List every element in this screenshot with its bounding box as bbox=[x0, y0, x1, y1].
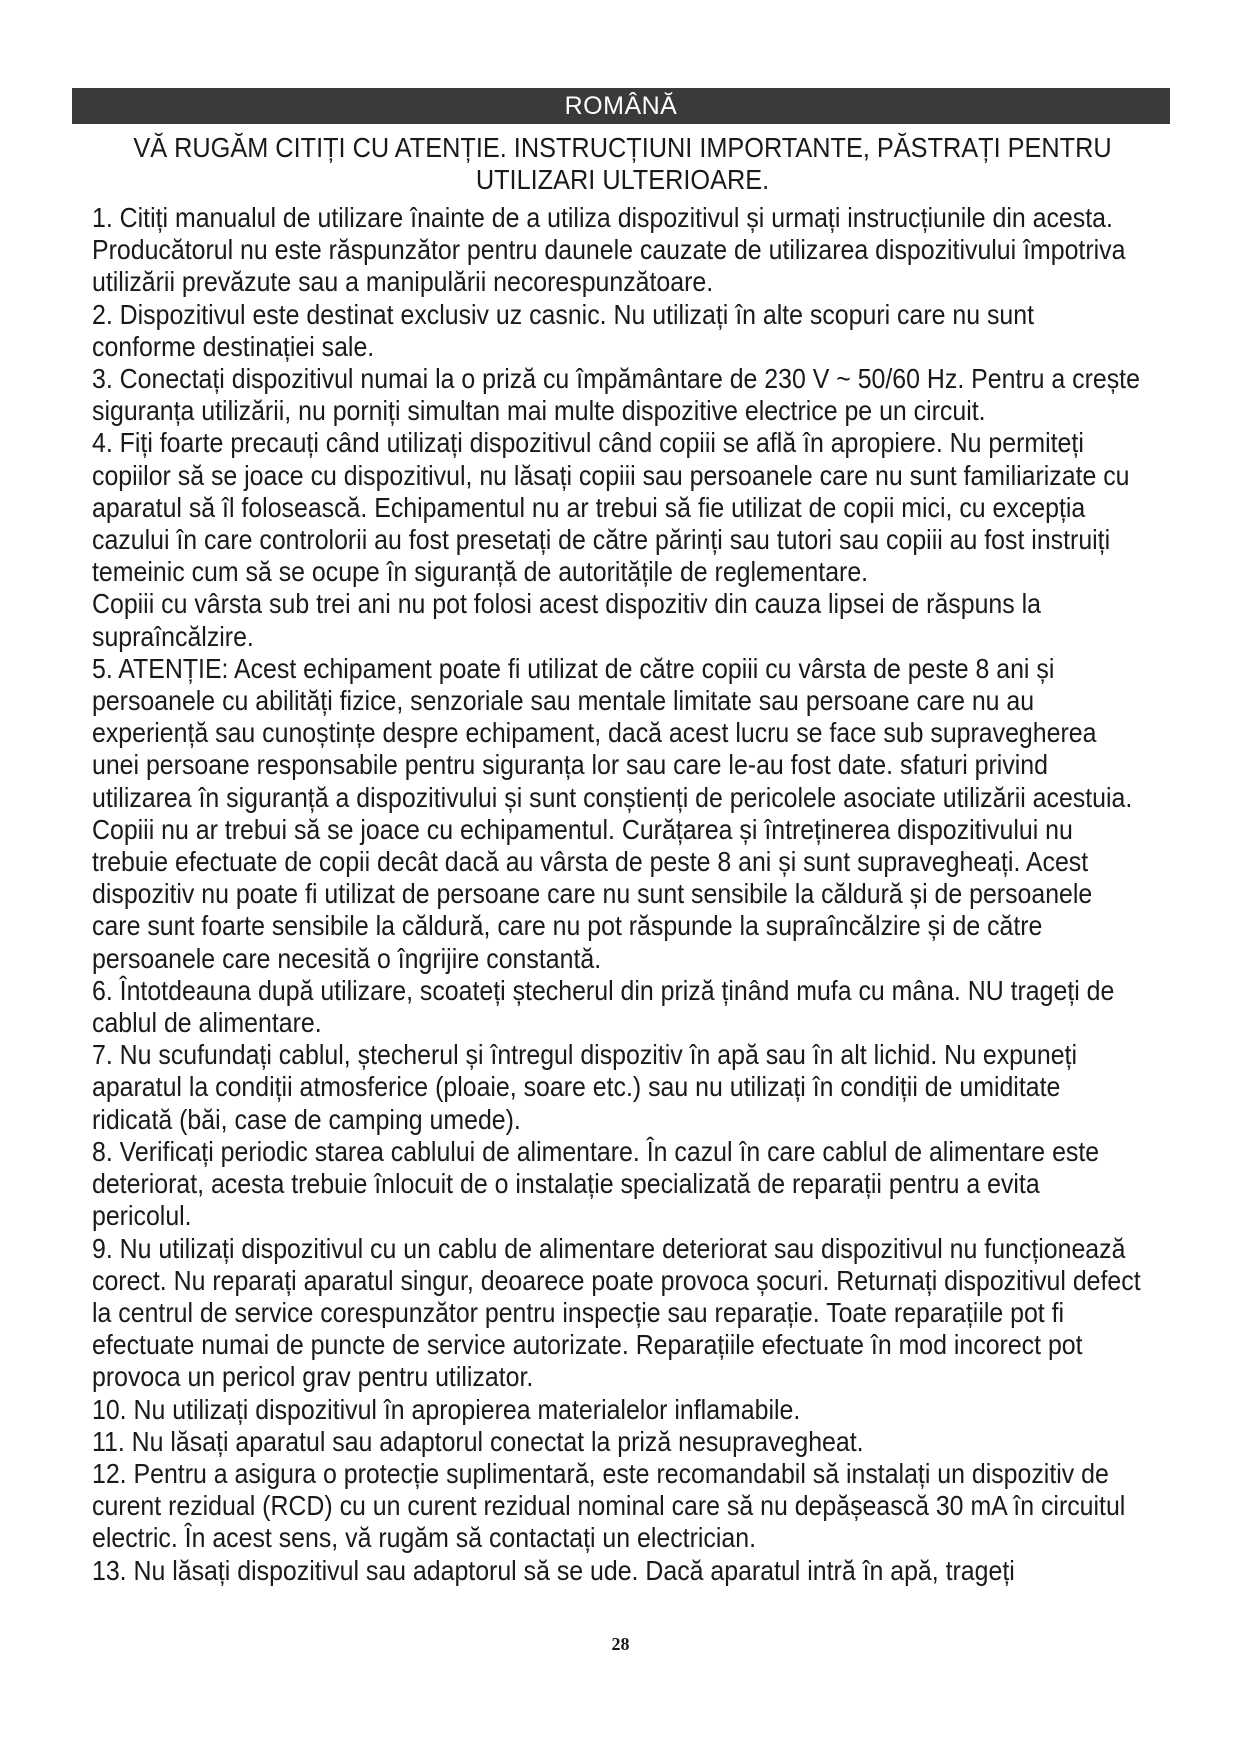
instruction-item: 11. Nu lăsați aparatul sau adaptorul conectat la priză nesupravegheat. bbox=[92, 1425, 864, 1457]
instruction-item: 1. Citiți manualul de utilizare înainte de a utiliza dispozitivul și urmați instrucțiunile din acesta. Producătorul nu este răspunzător pentru daunele cauzate de utilizarea dispozitivului împotriva utilizării prevăzute sau a manipulării necorespunzătoare. bbox=[92, 202, 1126, 298]
instruction-item: 7. Nu scufundați cablul, ștecherul și întregul dispozitiv în apă sau în alt lichid. Nu expuneți aparatul la condiții atmosferice (ploaie, soare etc.) sau nu utilizați în condiții de umiditate ridicată (băi, case de camping umede). bbox=[92, 1039, 1077, 1135]
instruction-item: 4. Fiți foarte precauți când utilizați dispozitivul când copiii se află în apropiere. Nu permiteți copiilor să se joace cu dispozitivul, nu lăsați copiii sau persoanele care nu sunt familiarizate cu aparatul să îl folosească. Echipamentul nu ar trebui să fie utilizat de copii mici, cu excepția cazului în care controlorii au fost presetați de către părinți sau tutori sau copiii au fost instruiți temeinic cum să se ocupe în siguranță de autoritățile de reglementare. bbox=[92, 427, 1130, 588]
language-header-bar bbox=[72, 88, 1170, 124]
instruction-item: 6. Întotdeauna după utilizare, scoateți ștecherul din priză ținând mufa cu mâna. NU trageți de cablul de alimentare. bbox=[92, 974, 1115, 1039]
document-title: VĂ RUGĂM CITIȚI CU ATENȚIE. INSTRUCȚIUNI IMPORTANTE, PĂSTRAȚI PENTRU UTILIZARI ULTERIOARE. bbox=[133, 132, 1112, 195]
language-label: ROMÂNĂ bbox=[564, 92, 678, 120]
instruction-item: 9. Nu utilizați dispozitivul cu un cablu de alimentare deteriorat sau dispozitivul nu funcționează corect. Nu reparați aparatul singur, deoarece poate provoca șocuri. Returnați dispozitivul defect la centrul de service corespunzător pentru inspecție sau reparație. Toate reparațiile pot fi efectuate numai de puncte de service autorizate. Reparațiile efectuate în mod incorect pot provoca un pericol grav pentru utilizator. bbox=[92, 1232, 1141, 1393]
instruction-item: 12. Pentru a asigura o protecție suplimentară, este recomandabil să instalați un dispozitiv de curent rezidual (RCD) cu un curent rezidual nominal care să nu depășească 30 mA în circuitul electric. În acest sens, vă rugăm să contactați un electrician. bbox=[92, 1457, 1126, 1554]
instruction-item: Copiii cu vârsta sub trei ani nu pot folosi acest dispozitiv din cauza lipsei de răspuns la supraîncălzire. bbox=[92, 588, 1042, 652]
instruction-item: 8. Verificați periodic starea cablului de alimentare. În cazul în care cablul de alimentare este deteriorat, acesta trebuie înlocuit de o instalație specializată de reparații pentru a evita pericolul. bbox=[92, 1135, 1100, 1232]
page-number: 28 bbox=[611, 1634, 630, 1654]
instructions-list bbox=[92, 202, 1142, 1587]
instruction-item: 2. Dispozitivul este destinat exclusiv uz casnic. Nu utilizați în alte scopuri care nu sunt conforme destinației sale. bbox=[92, 298, 1035, 362]
instruction-item: 10. Nu utilizați dispozitivul în apropierea materialelor inflamabile. bbox=[92, 1393, 801, 1425]
instruction-item: 3. Conectați dispozitivul numai la o priză cu împământare de 230 V ~ 50/60 Hz. Pentru a crește siguranța utilizării, nu porniți simultan mai multe dispozitive electrice pe un circuit. bbox=[92, 363, 1140, 427]
instruction-item: 5. ATENȚIE: Acest echipament poate fi utilizat de către copiii cu vârsta de peste 8 ani și persoanele cu abilități fizice, senzoriale sau mentale limitate sau persoane care nu au experiență sau cunoștințe despre echipament, dacă acest lucru se face sub supravegherea unei persoane responsabile pentru siguranța lor sau care le-au fost date. sfaturi privind utilizarea în siguranță a dispozitivului și sunt conștienți de pericolele asociate utilizării acestuia. Copiii nu ar trebui să se joace cu echipamentul. Curățarea și întreținerea dispozitivului nu trebuie efectuate de copii decât dacă au vârsta de peste 8 ani și sunt supravegheați. Acest dispozitiv nu poate fi utilizat de persoane care nu sunt sensibile la căldură și de persoanele care sunt foarte sensibile la căldură, care nu pot răspunde la supraîncălzire și de către persoanele care necesită o îngrijire constantă. bbox=[92, 652, 1133, 974]
instruction-item: 13. Nu lăsați dispozitivul sau adaptorul să se ude. Dacă aparatul intră în apă, trageți bbox=[92, 1554, 1015, 1586]
